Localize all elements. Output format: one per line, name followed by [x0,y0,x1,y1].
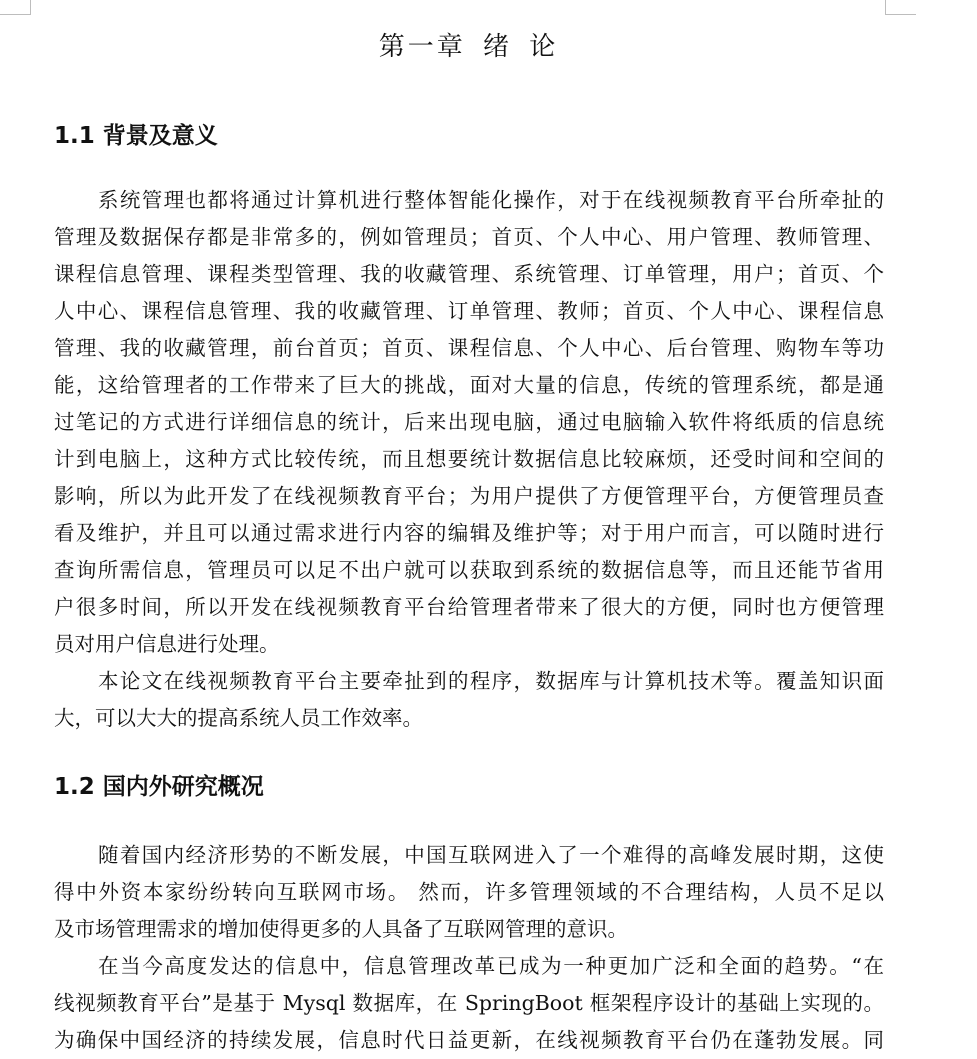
paragraph-line: 随着国内经济形势的不断发展，中国互联网进入了一个难得的高峰发展时期，这使 [98,843,884,867]
paragraph-line: 在当今高度发达的信息中，信息管理改革已成为一种更加广泛和全面的趋势。“在 [98,954,884,978]
paragraph-line: 人中心、课程信息管理、我的收藏管理、订单管理、教师；首页、个人中心、课程信息 [54,299,884,323]
paragraph-line: 得中外资本家纷纷转向互联网市场。 然而，许多管理领域的不合理结构，人员不足以 [54,880,884,904]
paragraph-line: 系统管理也都将通过计算机进行整体智能化操作，对于在线视频教育平台所牵扯的 [98,188,884,212]
paragraph-line: 计到电脑上，这种方式比较传统，而且想要统计数据信息比较麻烦，还受时间和空间的 [54,447,884,471]
paragraph-line: 看及维护，并且可以通过需求进行内容的编辑及维护等；对于用户而言，可以随时进行 [54,521,884,545]
paragraph-line: 过笔记的方式进行详细信息的统计，后来出现电脑，通过电脑输入软件将纸质的信息统 [54,410,884,434]
paragraph-line: 能，这给管理者的工作带来了巨大的挑战，面对大量的信息，传统的管理系统，都是通 [54,373,884,397]
section-1-1-body [54,182,884,737]
section-1-2-body [54,837,884,1059]
page-corner-mark-right [885,0,916,15]
paragraph-line: 大，可以大大的提高系统人员工作效率。 [54,706,423,730]
paragraph-line: 线视频教育平台”是基于 Mysql 数据库，在 SpringBoot 框架程序设计的基础上实现的。 [54,991,884,1015]
paragraph-line: 户很多时间，所以开发在线视频教育平台给管理者带来了很大的方便，同时也方便管理 [54,595,884,619]
section-heading-1-1: 1.1 背景及意义 [54,123,218,149]
paragraph-line: 查询所需信息，管理员可以足不出户就可以获取到系统的数据信息等，而且还能节省用 [54,558,884,582]
paragraph-line: 管理、我的收藏管理，前台首页；首页、课程信息、个人中心、后台管理、购物车等功 [54,336,884,360]
paragraph-line: 影响，所以为此开发了在线视频教育平台；为用户提供了方便管理平台，方便管理员查 [54,484,884,508]
paragraph-line: 及市场管理需求的增加使得更多的人具备了互联网管理的意识。 [54,917,628,941]
paragraph-line: 为确保中国经济的持续发展，信息时代日益更新，在线视频教育平台仍在蓬勃发展。同 [54,1028,884,1052]
chapter-title: 第一章 绪 论 [378,32,559,62]
paragraph-line: 员对用户信息进行处理。 [54,632,280,656]
section-heading-1-2: 1.2 国内外研究概况 [54,774,264,800]
paragraph-line: 课程信息管理、课程类型管理、我的收藏管理、系统管理、订单管理，用户；首页、个 [54,262,884,286]
page-corner-mark-left [0,0,31,15]
paragraph-line: 本论文在线视频教育平台主要牵扯到的程序，数据库与计算机技术等。覆盖知识面 [98,669,884,693]
paragraph-line: 管理及数据保存都是非常多的，例如管理员；首页、个人中心、用户管理、教师管理、 [54,225,884,249]
